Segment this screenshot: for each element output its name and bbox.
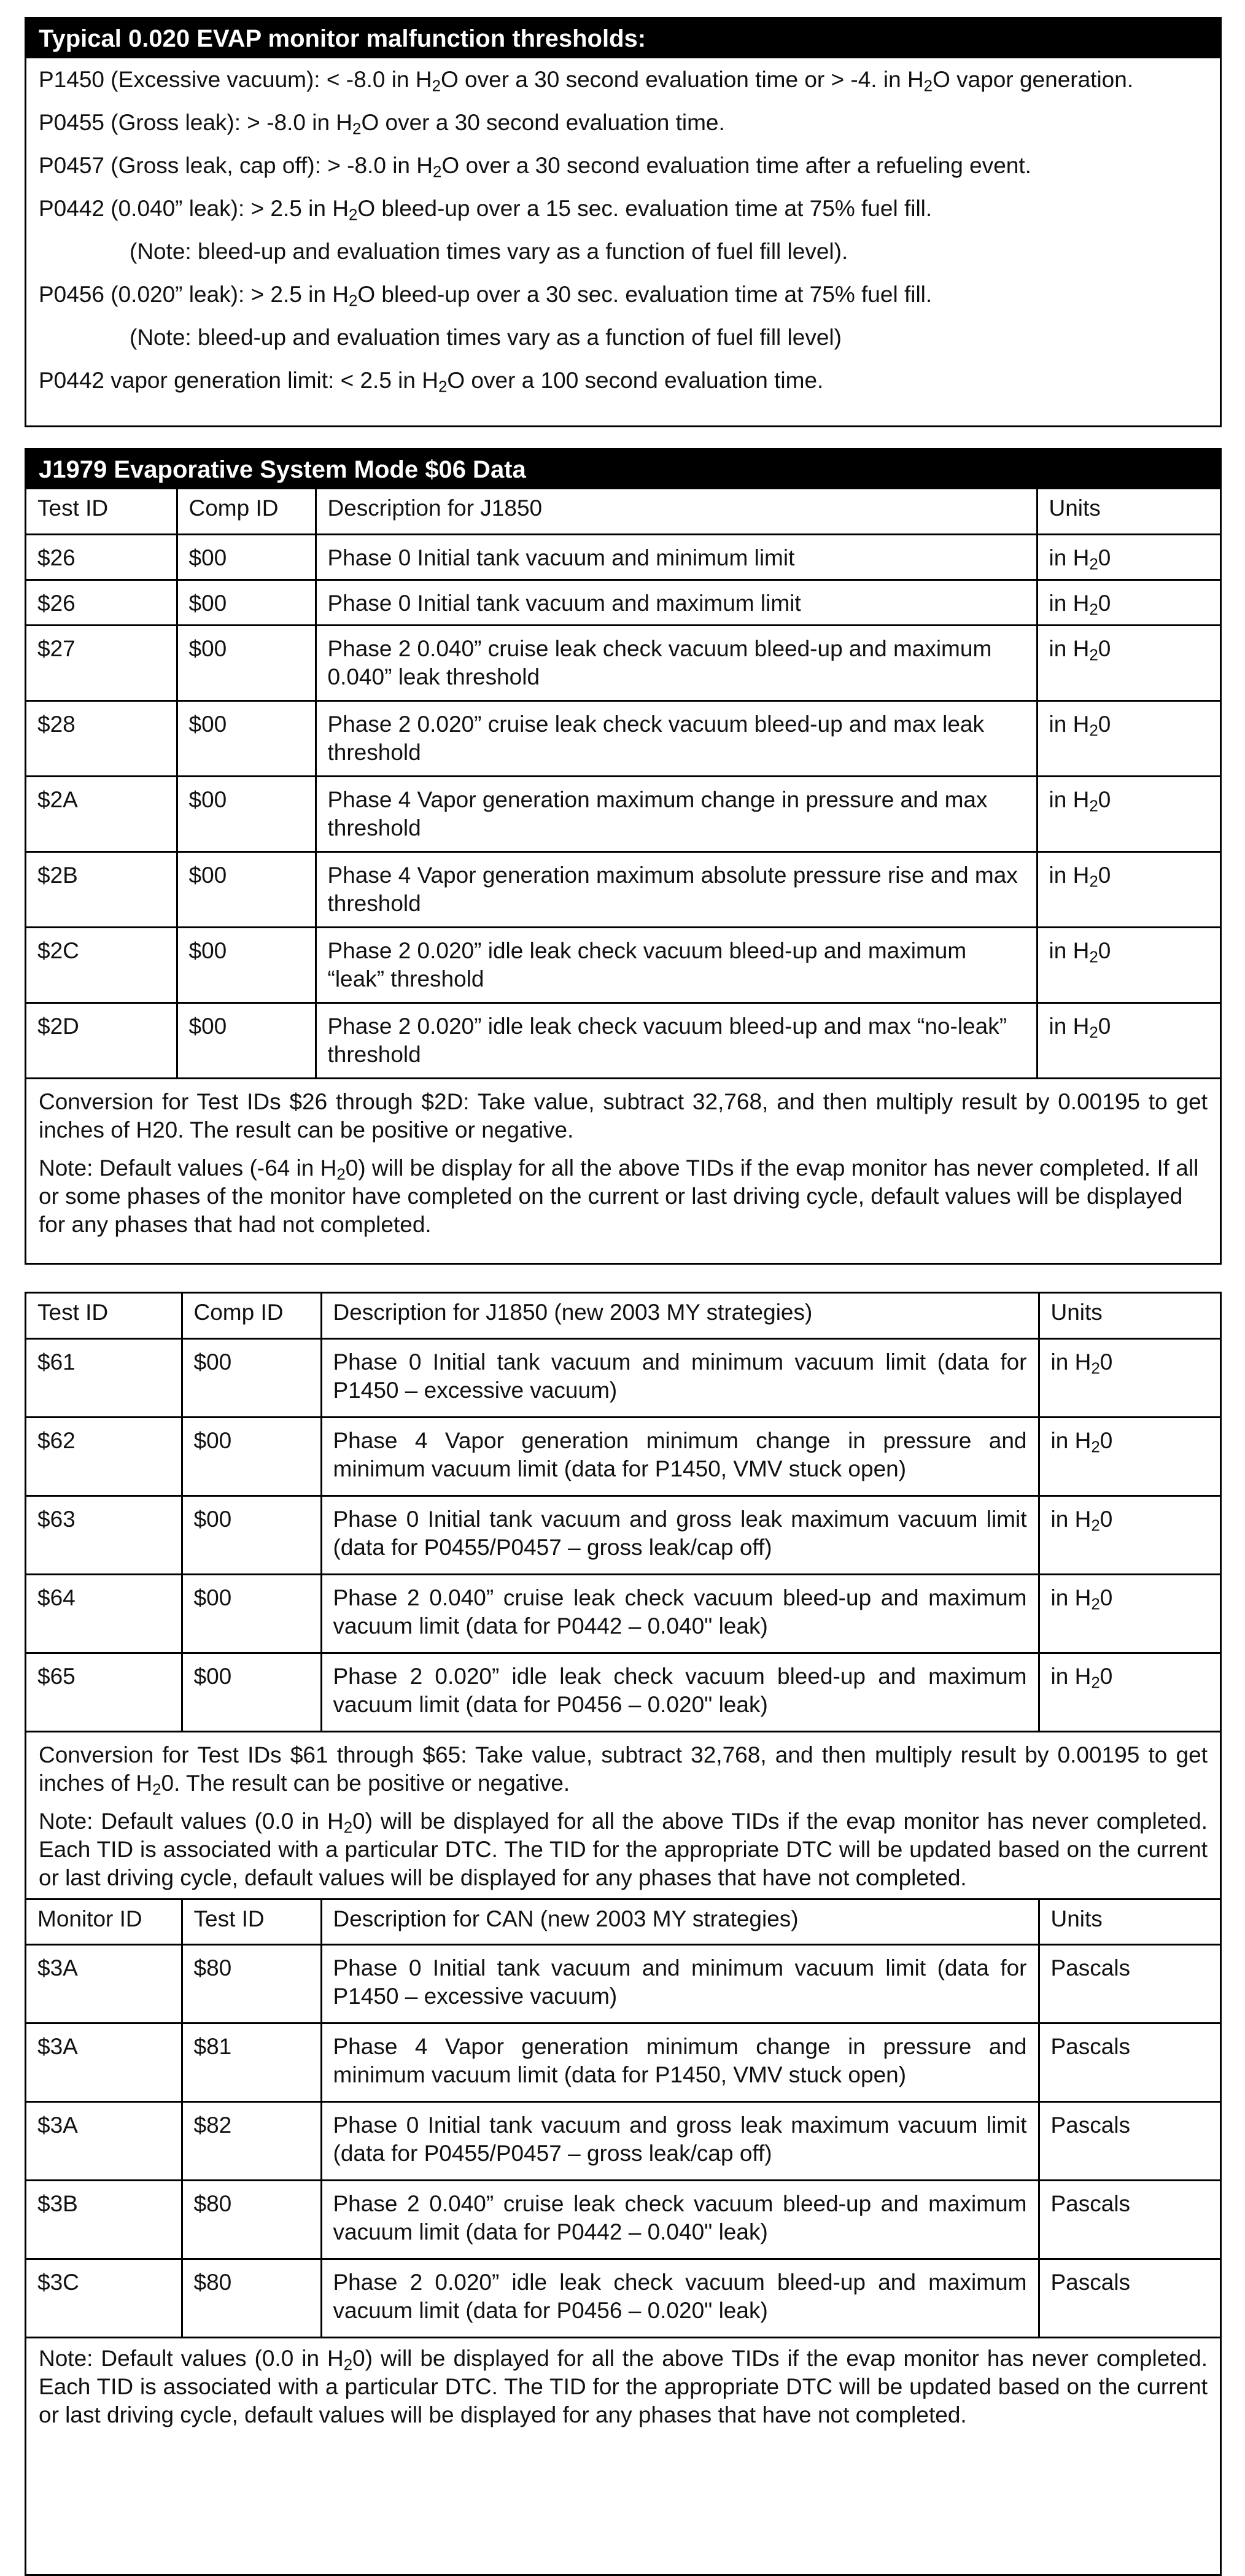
comp-cell: $00 <box>177 1003 316 1078</box>
id-cell: $65 <box>26 1653 182 1731</box>
subscript: 2 <box>1091 1516 1100 1534</box>
rule-text: P0457 (Gross leak, cap off): > -8.0 in H <box>39 153 433 178</box>
subscript: 2 <box>1089 797 1098 815</box>
threshold-rule <box>26 359 1220 402</box>
units-cell <box>1039 1338 1220 1417</box>
subscript: 2 <box>348 292 358 310</box>
units-text: 0 <box>1098 711 1111 737</box>
comp-cell: $00 <box>182 1496 321 1574</box>
units-text: 0 <box>1100 1349 1113 1375</box>
id-cell: $2B <box>26 852 177 927</box>
rule-text: (Note: bleed-up and evaluation times vary as a function of fuel fill level) <box>130 325 842 350</box>
table-row <box>26 2259 1220 2338</box>
id-cell: $3C <box>26 2259 182 2338</box>
table-row <box>26 2102 1220 2181</box>
units-text: in H <box>1049 786 1090 812</box>
units-cell <box>1039 1417 1220 1496</box>
thresholds-panel <box>25 17 1222 427</box>
units-cell <box>1037 927 1220 1003</box>
units-cell <box>1037 580 1220 625</box>
new-strategies-panel <box>25 1292 1222 2576</box>
units-cell <box>1039 2023 1220 2102</box>
column-header: Description for J1850 (new 2003 MY strategies) <box>321 1294 1039 1338</box>
description-cell: Phase 2 0.040” cruise leak check vacuum bleed-up and maximum vacuum limit (data for P0442 – 0.040" leak) <box>321 2181 1039 2259</box>
mode06-table <box>26 489 1220 1079</box>
id-cell: $3A <box>26 2102 182 2181</box>
rule-text: P0442 vapor generation limit: < 2.5 in H <box>39 368 438 393</box>
comp-cell: $00 <box>182 1338 321 1417</box>
description-cell: Phase 4 Vapor generation minimum change in pressure and minimum vacuum limit (data for P1450, VMV stuck open) <box>321 2023 1039 2102</box>
units-text: in H <box>1050 1663 1092 1689</box>
id-cell: $63 <box>26 1496 182 1574</box>
units-text: 0 <box>1098 786 1111 812</box>
units-text: 0 <box>1098 937 1111 963</box>
description-cell: Phase 4 Vapor generation maximum change in pressure and max threshold <box>316 776 1037 852</box>
mode06-title: J1979 Evaporative System Mode $06 Data <box>26 450 1220 489</box>
column-header: Test ID <box>26 489 177 534</box>
rule-text: O over a 30 second evaluation time. <box>361 110 725 135</box>
rule-text: O bleed-up over a 30 sec. evaluation time at 75% fuel fill. <box>357 282 933 307</box>
comp-cell: $00 <box>177 580 316 625</box>
description-cell: Phase 0 Initial tank vacuum and minimum vacuum limit (data for P1450 – excessive vacuum) <box>321 1338 1039 1417</box>
units-text: in H <box>1049 1013 1090 1039</box>
units-cell <box>1037 534 1220 580</box>
units-cell <box>1037 776 1220 852</box>
rule-text: O over a 100 second evaluation time. <box>447 368 824 393</box>
units-cell <box>1039 1653 1220 1731</box>
rule-text: (Note: bleed-up and evaluation times vary as a function of fuel fill level). <box>130 239 848 264</box>
id-cell: $62 <box>26 1417 182 1496</box>
units-cell <box>1039 1496 1220 1574</box>
comp-cell: $80 <box>182 2259 321 2338</box>
column-header: Description for CAN (new 2003 MY strategies) <box>321 1900 1039 1945</box>
units-cell <box>1037 700 1220 776</box>
description-cell: Phase 2 0.020” idle leak check vacuum bleed-up and maximum vacuum limit (data for P0456 – 0.020" leak) <box>321 2259 1039 2338</box>
id-cell: $27 <box>26 625 177 700</box>
units-text: in H <box>1049 711 1090 737</box>
id-cell: $3A <box>26 1945 182 2023</box>
subscript: 2 <box>1091 1438 1100 1456</box>
column-header: Test ID <box>26 1294 182 1338</box>
units-text: 0 <box>1100 1663 1113 1689</box>
comp-cell: $00 <box>182 1574 321 1653</box>
units-cell <box>1039 1574 1220 1653</box>
threshold-rule <box>26 144 1220 187</box>
table-row <box>26 1338 1220 1417</box>
comp-cell: $80 <box>182 2181 321 2259</box>
threshold-rule <box>26 187 1220 230</box>
units-text: 0 <box>1098 1013 1111 1039</box>
table-row <box>26 1003 1220 1078</box>
subscript: 2 <box>1089 555 1098 573</box>
threshold-rule <box>26 273 1220 316</box>
thresholds-rule-list <box>26 58 1220 402</box>
rule-text: O vapor generation. <box>933 67 1134 92</box>
id-cell: $28 <box>26 700 177 776</box>
units-text: Pascals <box>1050 2270 1131 2295</box>
subscript: 2 <box>1091 1595 1100 1613</box>
comp-cell: $80 <box>182 1945 321 2023</box>
subscript: 2 <box>1089 1023 1098 1041</box>
threshold-note <box>26 316 1220 359</box>
units-text: in H <box>1050 1506 1092 1532</box>
table-row <box>26 625 1220 700</box>
units-text: Pascals <box>1050 2191 1131 2216</box>
table-row <box>26 1945 1220 2023</box>
column-header: Monitor ID <box>26 1900 182 1945</box>
units-text: 0 <box>1098 635 1111 661</box>
rule-text: O over a 30 second evaluation time after a refueling event. <box>441 153 1031 178</box>
table-row <box>26 2023 1220 2102</box>
column-header: Units <box>1039 1294 1220 1338</box>
units-text: in H <box>1050 1427 1092 1453</box>
units-cell <box>1039 1945 1220 2023</box>
threshold-note <box>26 230 1220 273</box>
subscript: 2 <box>433 163 442 181</box>
comp-cell: $81 <box>182 2023 321 2102</box>
subscript: 2 <box>923 77 933 95</box>
units-cell <box>1037 1003 1220 1078</box>
subscript: 2 <box>348 206 358 224</box>
id-cell: $26 <box>26 534 177 580</box>
table-header-row <box>26 1900 1220 1945</box>
rule-text: O over a 30 second evaluation time or > -4. in H <box>441 67 924 92</box>
mode06-panel <box>25 448 1222 1265</box>
table-row <box>26 700 1220 776</box>
units-text: 0 <box>1100 1427 1113 1453</box>
table-header-row <box>26 489 1220 534</box>
rule-text: P1450 (Excessive vacuum): < -8.0 in H <box>39 67 432 92</box>
description-cell: Phase 0 Initial tank vacuum and gross leak maximum vacuum limit (data for P0455/P0457 – gross leak/cap off) <box>321 1496 1039 1574</box>
comp-cell: $00 <box>177 927 316 1003</box>
rule-text: P0455 (Gross leak): > -8.0 in H <box>39 110 353 135</box>
description-cell: Phase 4 Vapor generation maximum absolute pressure rise and max threshold <box>316 852 1037 927</box>
table-row <box>26 927 1220 1003</box>
rule-text: O bleed-up over a 15 sec. evaluation time at 75% fuel fill. <box>357 196 933 221</box>
id-cell: $3A <box>26 2023 182 2102</box>
subscript: 2 <box>1091 1674 1100 1691</box>
column-header: Comp ID <box>182 1294 321 1338</box>
threshold-rule <box>26 58 1220 101</box>
units-text: 0 <box>1098 862 1111 888</box>
can-2003-note: Note: Default values (0.0 in $H_20$) will be displayed for all the above TIDs if the evap monitor has never completed. Each TID is associated with a particular DTC. The TID for the appropriate DTC will be updated based on the current or last driving cycle, default values will be displayed for any phases that have not completed. <box>39 2346 1208 2427</box>
id-cell: $64 <box>26 1574 182 1653</box>
units-cell <box>1039 2181 1220 2259</box>
table-row <box>26 852 1220 927</box>
units-cell <box>1039 2259 1220 2338</box>
units-text: in H <box>1049 937 1090 963</box>
id-cell: $61 <box>26 1338 182 1417</box>
table-row <box>26 2181 1220 2259</box>
units-text: in H <box>1049 545 1090 570</box>
can-2003-table <box>26 1900 1220 2339</box>
id-cell: $3B <box>26 2181 182 2259</box>
comp-cell: $00 <box>177 700 316 776</box>
column-header: Description for J1850 <box>316 489 1037 534</box>
units-text: 0 <box>1098 545 1111 570</box>
description-cell: Phase 2 0.020” idle leak check vacuum bleed-up and maximum vacuum limit (data for P0456 – 0.020" leak) <box>321 1653 1039 1731</box>
subscript: 2 <box>1089 872 1098 890</box>
rule-text: P0442 (0.040” leak): > 2.5 in H <box>39 196 349 221</box>
units-text: Pascals <box>1050 2112 1131 2138</box>
description-cell: Phase 2 0.020” cruise leak check vacuum bleed-up and max leak threshold <box>316 700 1037 776</box>
subscript: 2 <box>438 378 448 396</box>
mode06-note: Note: Default values (-64 in $H_20$) will be display for all the above TIDs if the evap monitor has never completed. If all or some phases of the monitor have completed on the current or last driving cycle, default values will be displayed for any phases that had not completed. <box>39 1155 1199 1237</box>
table-row <box>26 580 1220 625</box>
document <box>25 17 1222 2576</box>
comp-cell: $00 <box>177 852 316 927</box>
units-text: in H <box>1049 590 1090 616</box>
units-text: in H <box>1049 862 1090 888</box>
comp-cell: $00 <box>177 625 316 700</box>
units-text: in H <box>1050 1585 1092 1610</box>
comp-cell: $00 <box>182 1417 321 1496</box>
table-header-row <box>26 1294 1220 1338</box>
rule-text: P0456 (0.020” leak): > 2.5 in H <box>39 282 349 307</box>
units-text: Pascals <box>1050 2034 1131 2059</box>
subscript: 2 <box>1089 600 1098 618</box>
table-row <box>26 534 1220 580</box>
subscript: 2 <box>1089 721 1098 739</box>
units-text: in H <box>1050 1349 1092 1375</box>
comp-cell: $00 <box>182 1653 321 1731</box>
subscript: 2 <box>432 77 441 95</box>
j1850-2003-note: Note: Default values (0.0 in $H_20$) will be displayed for all the above TIDs if the evap monitor has never completed. Each TID is associated with a particular DTC. The TID for the appropriate DTC will be updated based on the current or last driving cycle, default values will be displayed for any phases that have not completed. <box>39 1808 1208 1890</box>
units-text: in H <box>1049 635 1090 661</box>
units-text: 0 <box>1100 1506 1113 1532</box>
id-cell: $26 <box>26 580 177 625</box>
table-row <box>26 1574 1220 1653</box>
units-cell <box>1039 2102 1220 2181</box>
thresholds-title: Typical 0.020 EVAP monitor malfunction thresholds: <box>26 19 1220 58</box>
subscript: 2 <box>1091 1359 1100 1377</box>
description-cell: Phase 0 Initial tank vacuum and maximum limit <box>316 580 1037 625</box>
description-cell: Phase 2 0.040” cruise leak check vacuum bleed-up and maximum vacuum limit (data for P0442 – 0.040" leak) <box>321 1574 1039 1653</box>
units-text: Pascals <box>1050 1955 1131 1980</box>
column-header: Units <box>1039 1900 1220 1945</box>
table-row <box>26 776 1220 852</box>
column-header: Units <box>1037 489 1220 534</box>
comp-cell: $82 <box>182 2102 321 2181</box>
subscript: 2 <box>352 120 362 138</box>
description-cell: Phase 2 0.020” idle leak check vacuum bleed-up and maximum “leak” threshold <box>316 927 1037 1003</box>
id-cell: $2D <box>26 1003 177 1078</box>
table-row <box>26 1496 1220 1574</box>
description-cell: Phase 4 Vapor generation minimum change in pressure and minimum vacuum limit (data for P1450, VMV stuck open) <box>321 1417 1039 1496</box>
column-header: Test ID <box>182 1900 321 1945</box>
description-cell: Phase 0 Initial tank vacuum and gross leak maximum vacuum limit (data for P0455/P0457 – gross leak/cap off) <box>321 2102 1039 2181</box>
j1850-2003-conversion: Conversion for Test IDs $61 through $65: Take value, subtract 32,768, and then multiply result by 0.00195 to get inches of $H_20$. The result can be positive or negative. <box>39 1742 1208 1798</box>
units-cell <box>1037 852 1220 927</box>
description-cell: Phase 2 0.020” idle leak check vacuum bleed-up and max “no-leak” threshold <box>316 1003 1037 1078</box>
description-cell: Phase 2 0.040” cruise leak check vacuum bleed-up and maximum 0.040” leak threshold <box>316 625 1037 700</box>
description-cell: Phase 0 Initial tank vacuum and minimum limit <box>316 534 1037 580</box>
units-cell <box>1037 625 1220 700</box>
subscript: 2 <box>1089 948 1098 966</box>
table-row <box>26 1417 1220 1496</box>
id-cell: $2C <box>26 927 177 1003</box>
id-cell: $2A <box>26 776 177 852</box>
column-header: Comp ID <box>177 489 316 534</box>
comp-cell: $00 <box>177 534 316 580</box>
units-text: 0 <box>1098 590 1111 616</box>
units-text: 0 <box>1100 1585 1113 1610</box>
threshold-rule <box>26 101 1220 144</box>
j1850-2003-table <box>26 1294 1220 1732</box>
table-row <box>26 1653 1220 1731</box>
subscript: 2 <box>1089 646 1098 664</box>
comp-cell: $00 <box>177 776 316 852</box>
description-cell: Phase 0 Initial tank vacuum and minimum vacuum limit (data for P1450 – excessive vacuum) <box>321 1945 1039 2023</box>
mode06-conversion: Conversion for Test IDs $26 through $2D: Take value, subtract 32,768, and then multiply result by 0.00195 to get inches of H20. The result can be positive or negative. <box>39 1088 1208 1143</box>
